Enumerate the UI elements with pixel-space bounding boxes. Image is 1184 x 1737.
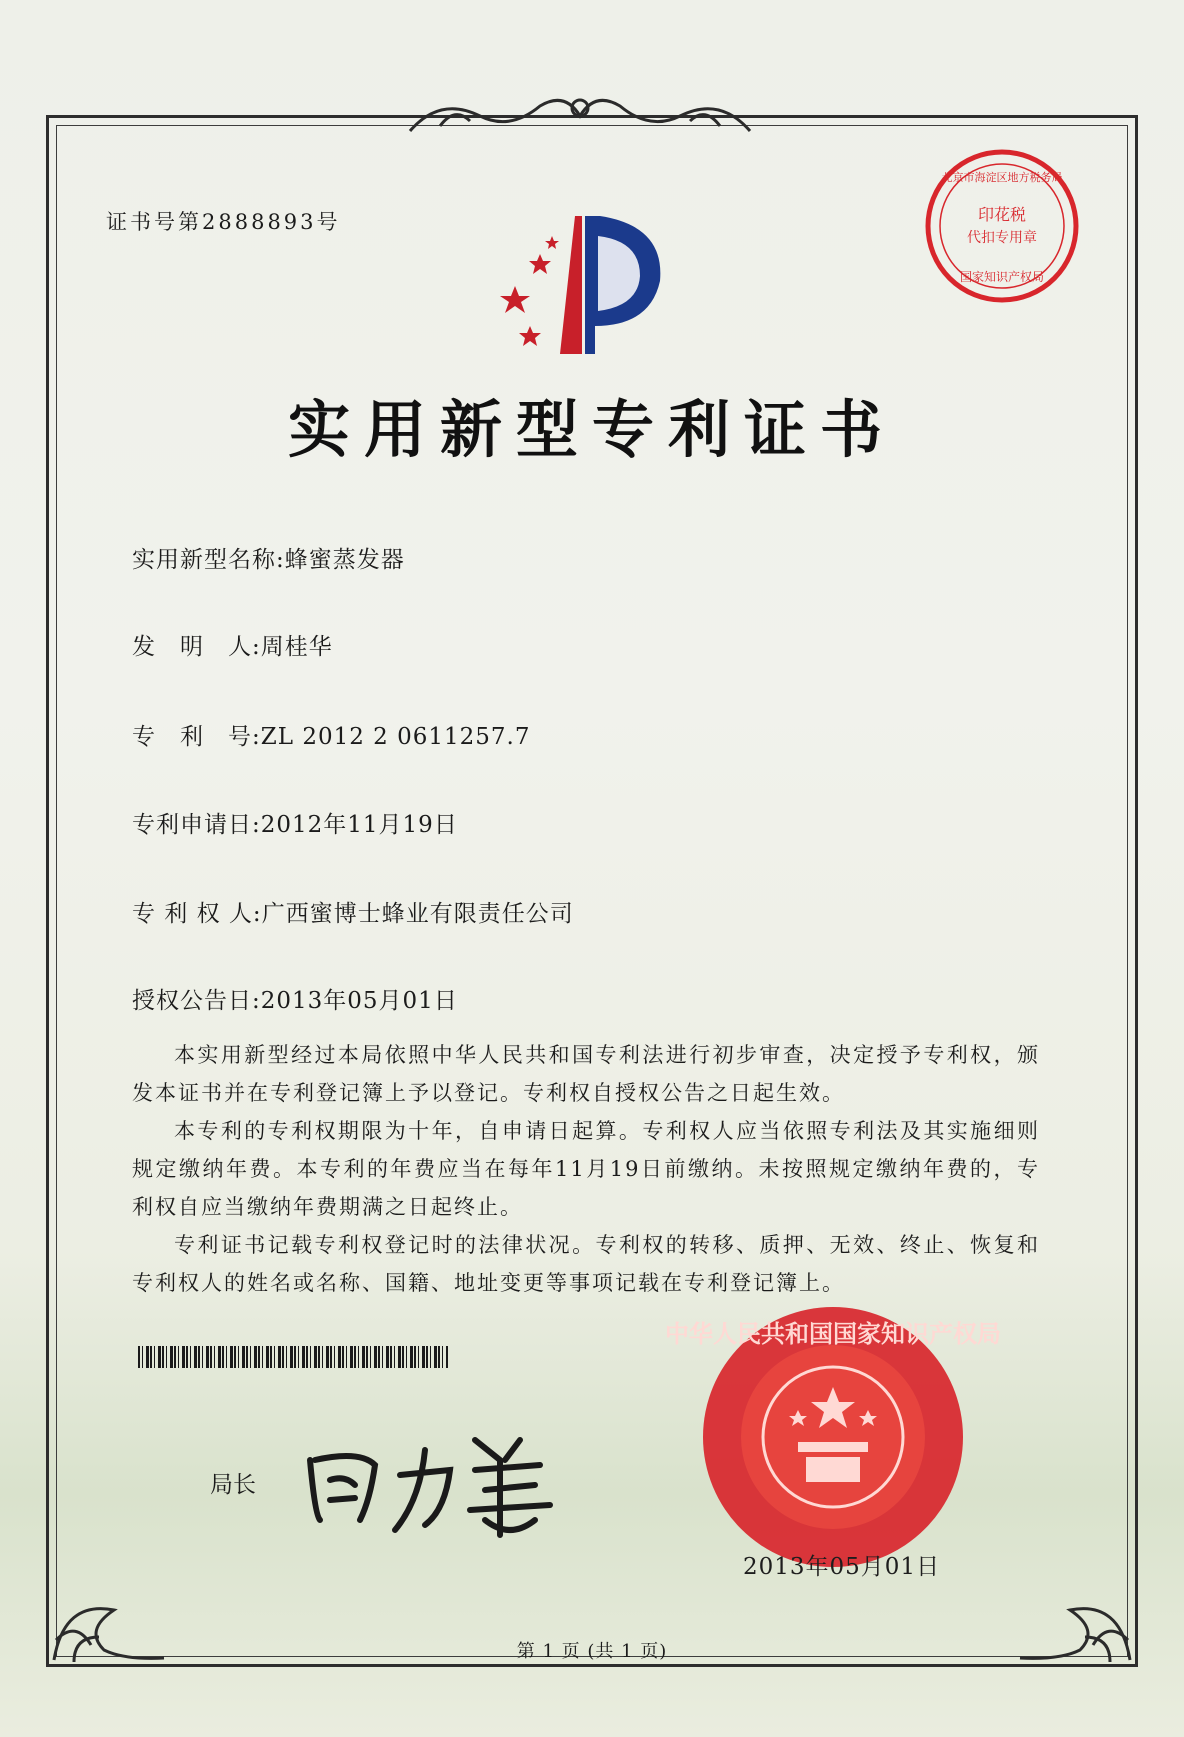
director-label: 局长: [210, 1472, 256, 1498]
field-filing-date: [132, 806, 458, 839]
field-label: 专 利 号:: [132, 724, 261, 750]
field-label: 发 明 人:: [132, 634, 261, 660]
sipo-logo-icon: [490, 206, 680, 356]
sipo-official-seal-icon: [665, 1302, 1001, 1572]
field-value: ZL 2012 2 0611257.7: [260, 724, 531, 750]
tax-seal-line1: 印花税: [977, 205, 1027, 224]
field-label: 专利申请日:: [132, 812, 261, 838]
field-inventor: [132, 628, 333, 661]
field-value: 2013年05月01日: [260, 988, 458, 1014]
barcode: [138, 1346, 448, 1368]
certificate-number: 证书号第2888893号: [106, 210, 341, 234]
field-announce-date: [132, 982, 458, 1015]
field-patent-number: [132, 718, 530, 751]
director-signature-icon: [300, 1420, 560, 1540]
tax-seal-outer: 北京市海淀区地方税务局: [941, 171, 1063, 184]
field-label: 专 利 权 人:: [132, 901, 262, 927]
field-value: 2012年11月19日: [260, 812, 458, 838]
field-value: 周桂华: [260, 634, 333, 660]
body-paragraph-2: 本专利的专利权期限为十年，自申请日起算。专利权人应当依照专利法及其实施细则规定缴纳年费。本专利的年费应当在每年11月19日前缴纳。未按照规定缴纳年费的，专利权自应当缴纳年费期满之日起终止。: [132, 1119, 1040, 1219]
field-value: 蜂蜜蒸发器: [284, 547, 405, 573]
field-label: 授权公告日:: [132, 988, 261, 1014]
certificate-body: [132, 1036, 1040, 1302]
page-number: 第 1 页 (共 1 页): [516, 1641, 668, 1662]
tax-seal-icon: [922, 146, 1082, 306]
seal-outer-text: 中华人民共和国国家知识产权局: [665, 1320, 1001, 1348]
tax-seal-bottom: 国家知识产权局: [959, 270, 1045, 284]
seal-date: 2013年05月01日: [743, 1554, 941, 1580]
field-value: 广西蜜博士蜂业有限责任公司: [261, 901, 574, 927]
body-paragraph-3: 专利证书记载专利权登记时的法律状况。专利权的转移、质押、无效、终止、恢复和专利权人的姓名或名称、国籍、地址变更等事项记载在专利登记簿上。: [132, 1233, 1040, 1295]
field-utility-name: [132, 541, 405, 574]
field-label: 实用新型名称:: [132, 547, 285, 573]
page-title: 实用新型专利证书: [287, 393, 896, 466]
top-ornament-icon: [400, 86, 760, 146]
body-paragraph-1: 本实用新型经过本局依照中华人民共和国专利法进行初步审查，决定授予专利权，颁发本证书并在专利登记簿上予以登记。专利权自授权公告之日起生效。: [132, 1043, 1040, 1105]
tax-seal-line2: 代扣专用章: [967, 230, 1037, 246]
field-patentee: [132, 895, 574, 928]
